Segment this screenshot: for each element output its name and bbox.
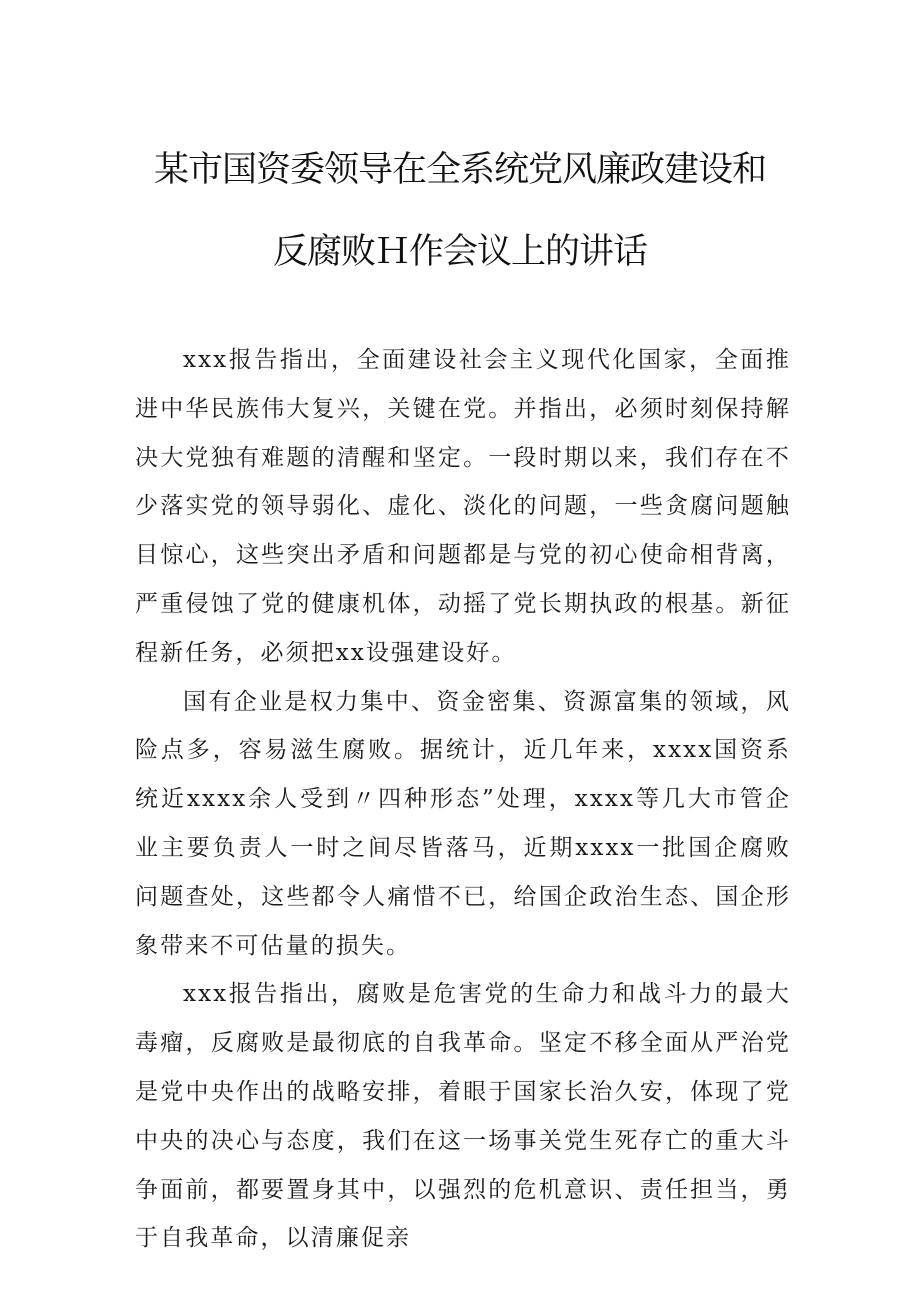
paragraph-3: xxx报告指出，腐败是危害党的生命力和战斗力的最大毒瘤，反腐败是最彻底的自我革命。坚定不移全面从严治党是党中央作出的战略安排，着眼于国家长治久安，体现了党中央的决心与态度，我们在这一场事关党生死存亡的重大斗争面前，都要置身其中，以强烈的危机意识、责任担当，勇于自我革命，以清廉促亲: [135, 981, 791, 1252]
paragraph-2: 国有企业是权力集中、资金密集、资源富集的领域，风险点多，容易滋生腐败。据统计，近几年来，xxxx国资系统近xxxx余人受到〃四种形态”处理，xxxx等几大市管企业主要负责人一时之间尽皆落马，近期xxxx一批国企腐败问题查处，这些都令人痛惜不已，给国企政治生态、国企形象带来不可估量的损失。: [135, 688, 791, 959]
document-title-line-1: 某市国资委领导在全系统党风廉政建设和: [153, 150, 766, 190]
document-body: [135, 336, 791, 1263]
document-title-line-2: 反腐败Ｈ作会议上的讲话: [272, 232, 647, 272]
paragraph-1: xxx报告指出，全面建设社会主义现代化国家，全面推进中华民族伟大复兴，关键在党。并指出，必须时刻保持解决大党独有难题的清醒和坚定。一段时期以来，我们存在不少落实党的领导弱化、虚化、淡化的问题，一些贪腐问题触目惊心，这些突出矛盾和问题都是与党的初心使命相背离，严重侵蚀了党的健康机体，动摇了党长期执政的根基。新征程新任务，必须把xx设强建设好。: [135, 347, 791, 666]
